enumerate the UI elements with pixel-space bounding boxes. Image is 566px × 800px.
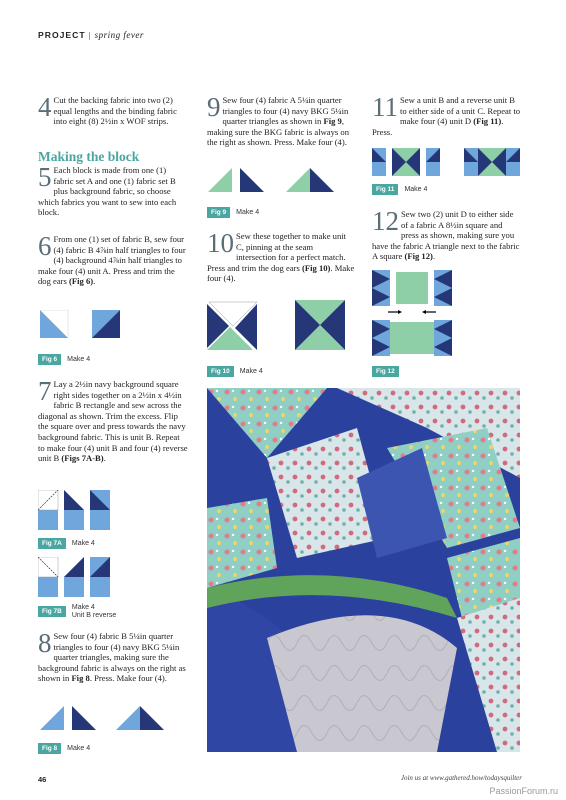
step-10	[207, 228, 355, 284]
triangle-navy	[140, 706, 164, 730]
watermark: PassionForum.ru	[489, 786, 558, 796]
fabric-a-square	[396, 272, 428, 304]
step-text-end: , making sure the BKG fabric is always on the right as shown. Press. Make four (4).	[207, 116, 350, 148]
fig-9-diagram	[208, 168, 336, 194]
footer-site: Join us at www.gathered.how/todaysquilter	[400, 774, 522, 782]
fig-12-caption	[372, 366, 405, 377]
step-4	[38, 92, 186, 127]
step-number: 6	[38, 231, 52, 261]
step-text-end: .	[432, 251, 436, 262]
fig-tag: Fig 9	[207, 207, 230, 218]
fig-cap: Make 4	[404, 185, 428, 193]
step-text: Lay a 2½in navy background square right sides together on a 2½in x 4½in fabric B rectangle and sew across the diagonal as shown. Trim the excess. Flip the square over and press towards the navy background fabric. This is unit B. Repeat to make four (4) unit B and four (4) reverse unit B	[38, 379, 188, 464]
step-text: Sew four (4) fabric B 5¼in quarter triangles to four (4) navy BKG 5¼in quarter triangles, making sure the background fabric is always on the right as shown in	[38, 631, 186, 684]
header-title: spring fever	[94, 30, 144, 40]
fig-11-caption	[372, 184, 427, 195]
quilt-photo	[207, 388, 520, 752]
step-text: Sew these together to make unit C, pinning at the seam intersection for a perfect match. Press and trim the dog ears	[207, 231, 347, 273]
fig-ref: (Fig 6)	[69, 276, 94, 287]
fig-ref: (Fig 11)	[473, 116, 502, 127]
step-text-end: . Press. Make four (4).	[89, 673, 167, 684]
fig-cap-line2: Unit B reverse	[71, 611, 117, 619]
fig-tag: Fig 6	[38, 354, 61, 365]
step-text-end: . Make four (4).	[207, 262, 355, 284]
fig-12-diagram	[372, 270, 452, 362]
step-12	[372, 206, 522, 262]
fig-6-diagram	[40, 310, 122, 346]
step-number: 10	[207, 228, 234, 258]
step-7	[38, 376, 188, 464]
fig-7a-diagram	[38, 490, 110, 532]
step-text-end: .	[93, 276, 96, 287]
fig-cap-line1: Make 4	[71, 604, 95, 611]
fig-7b-diagram	[38, 557, 110, 599]
triangle-mint	[286, 168, 310, 192]
fig-8-diagram	[40, 706, 166, 732]
fig-ref: (Fig 10)	[302, 262, 331, 273]
fig-8-caption	[38, 743, 90, 754]
fig-tag: Fig 8	[38, 743, 61, 754]
section-title: Making the block	[38, 149, 140, 164]
step-number: 4	[38, 92, 52, 122]
quilt-photo-art	[207, 388, 520, 752]
fig-7b-caption	[38, 604, 116, 619]
fig-tag: Fig 7A	[38, 538, 66, 549]
fig-ref: Fig 8	[71, 673, 90, 684]
fig-11-diagram	[372, 148, 522, 178]
triangle-mint	[208, 168, 232, 192]
fig-6-caption	[38, 354, 90, 365]
page-number: 46	[38, 775, 47, 784]
triangle-navy	[72, 706, 96, 730]
step-text: Sew two (2) unit D to either side of a fabric A 8½in square and press as shown, making sure you have the fabric A triangle next to the fabric A square	[372, 209, 520, 262]
fig-ref: (Fig 12)	[404, 251, 433, 262]
step-number: 8	[38, 628, 52, 658]
step-6	[38, 231, 188, 287]
fig-cap: Make 4	[71, 539, 95, 547]
fig-cap: Make 4	[67, 744, 91, 752]
step-number: 5	[38, 162, 52, 192]
step-text: Sew four (4) fabric A 5¼in quarter triangles to four (4) navy BKG 5¼in quarter triangles as shown in	[222, 95, 349, 127]
step-text: From one (1) set of fabric B, sew four (4) fabric B 4⅞in half triangles to four (4) background 4⅞in half triangles to make four (4) unit A. Press and trim the dog ears	[38, 234, 186, 287]
fig-9-caption	[207, 207, 259, 218]
page-header	[38, 30, 144, 40]
fig-tag: Fig 11	[372, 184, 398, 195]
fig-7a-caption	[38, 538, 95, 549]
fig-ref: (Figs 7A-B)	[61, 453, 104, 464]
step-text-end: . Press.	[372, 116, 504, 137]
step-11	[372, 92, 522, 137]
fig-cap	[72, 604, 116, 619]
header-separator: |	[85, 30, 95, 40]
triangle-light	[116, 706, 140, 730]
step-number: 11	[372, 92, 398, 122]
fig-tag: Fig 7B	[38, 606, 66, 617]
step-text: Sew a unit B and a reverse unit B to either side of a unit C. Repeat to make four (4) unit D	[400, 95, 521, 127]
fig-cap: Make 4	[67, 355, 91, 363]
triangle-navy	[240, 168, 264, 192]
fig-tag: Fig 10	[207, 366, 234, 377]
header-project: PROJECT	[38, 30, 86, 40]
triangle-navy	[310, 168, 334, 192]
step-number: 12	[372, 206, 399, 236]
step-number: 7	[38, 376, 52, 406]
step-text: Cut the backing fabric into two (2) equal lengths and the binding fabric into eight (8) 2½in x WOF strips.	[53, 95, 177, 127]
step-number: 9	[207, 92, 221, 122]
step-text: Each block is made from one (1) fabric set A and one (1) fabric set B plus background fabric, so choose which fabrics you want to sew into each block.	[38, 165, 177, 218]
step-9	[207, 92, 357, 148]
step-text-end: .	[103, 453, 106, 464]
fig-cap: Make 4	[239, 367, 263, 375]
triangle-light	[40, 706, 64, 730]
fig-ref: Fig 9	[323, 116, 342, 127]
step-8	[38, 628, 190, 684]
step-5	[38, 162, 188, 218]
fig-10-diagram	[207, 300, 347, 354]
fig-tag: Fig 12	[372, 366, 399, 377]
fig-cap: Make 4	[236, 208, 260, 216]
fig-10-caption	[207, 366, 263, 377]
